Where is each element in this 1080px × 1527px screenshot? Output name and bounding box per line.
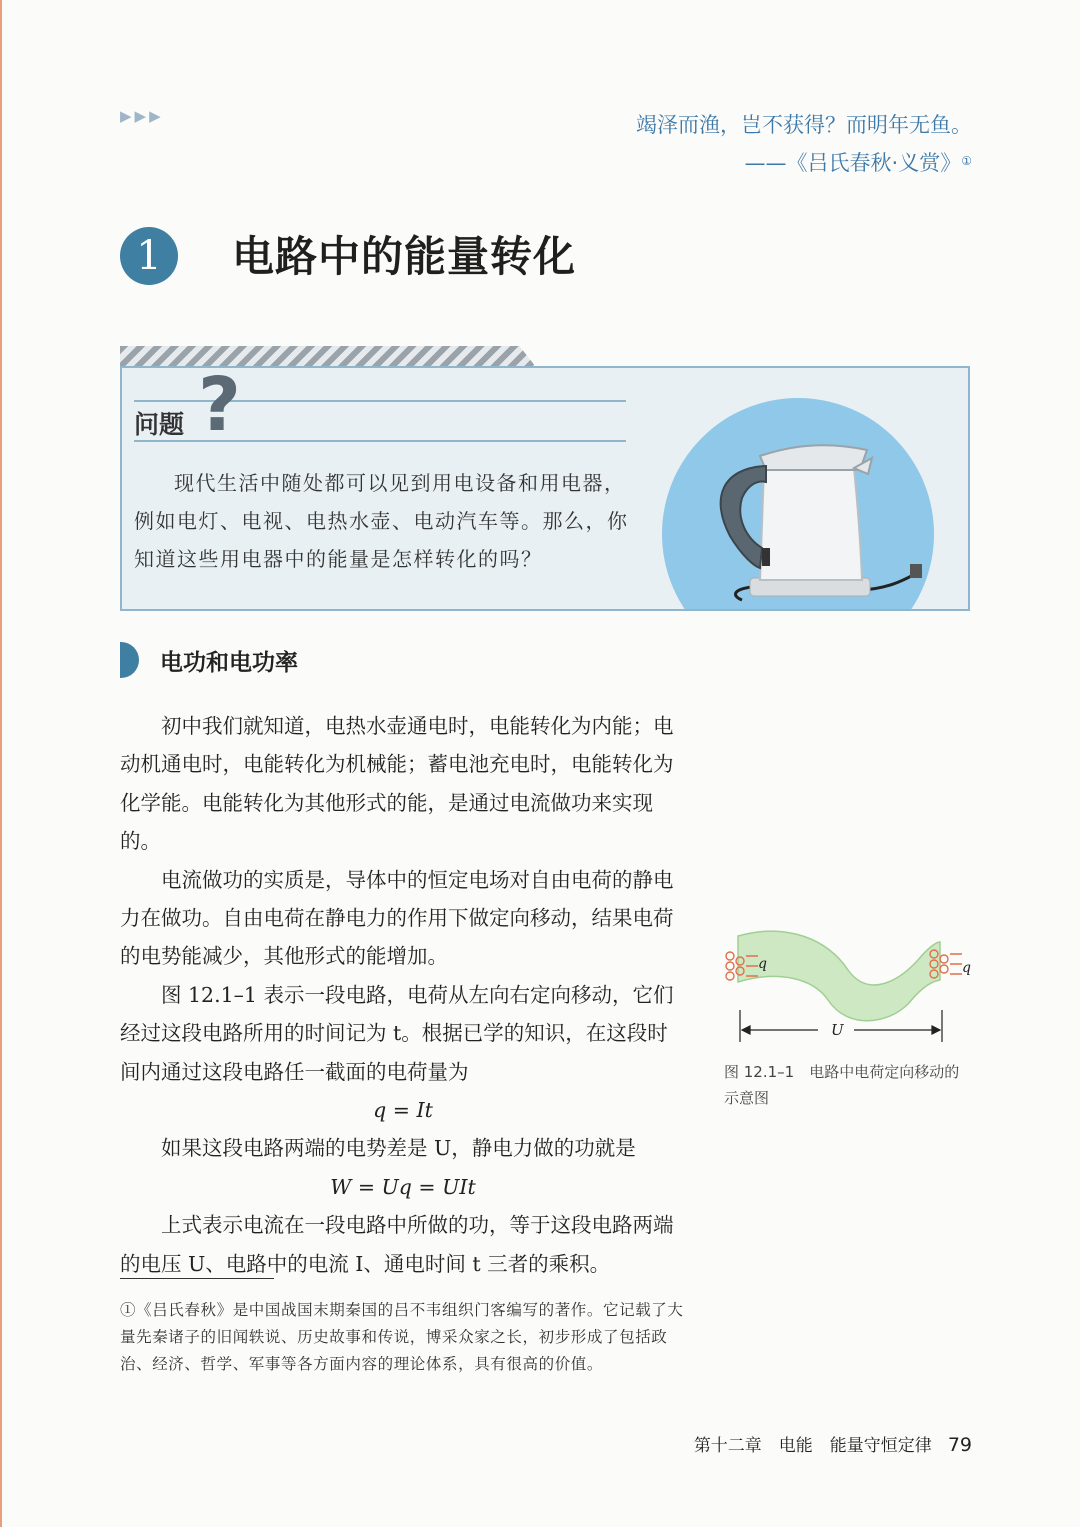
electric-kettle-icon: [702, 428, 970, 608]
paragraph-2: 电流做功的实质是，导体中的恒定电场对自由电荷的静电力在做功。自由电荷在静电力的作用下做定向移动，结果电荷的电势能减少，其他形式的能增加。: [120, 867, 674, 969]
decorative-stripe: [120, 346, 536, 367]
paragraph-3: 图 12.1–1 表示一段电路，电荷从左向右定向移动，它们经过这段电路所用的时间记为 t。根据已学的知识，在这段时间内通过这段电路任一截面的电荷量为: [120, 982, 674, 1084]
page-number: 79: [947, 1434, 972, 1456]
body-text: [120, 707, 686, 1283]
paragraph-1: 初中我们就知道，电热水壶通电时，电能转化为内能；电动机通电时，电能转化为机械能；蓄电池充电时，电能转化为化学能。电能转化为其他形式的能，是通过电流做功来实现的。: [120, 714, 674, 854]
page-footer: [694, 1431, 972, 1456]
decorative-arrows: ▶▶▶: [120, 107, 164, 125]
paragraph-5: 上式表示电流在一段电路中所做的功，等于这段电路两端的电压 U、电路中的电流 I、通电时间 t 三者的乘积。: [120, 1213, 674, 1276]
subsection-marker: [120, 642, 139, 678]
page-edge-line: [0, 0, 2, 1527]
voltage-label: U: [831, 1021, 844, 1039]
charge-label-left: q: [758, 956, 767, 972]
subsection-title: 电功和电功率: [160, 650, 298, 676]
formula-work: W = Uq = UIt: [330, 1174, 476, 1199]
epigraph: [636, 106, 972, 182]
footnote-ref: ①: [961, 154, 972, 168]
section-number-badge: 1: [120, 227, 178, 285]
conductor-band: [738, 931, 940, 1021]
figure-caption: 图 12.1–1 电路中电荷定向移动的 示意图: [724, 1063, 960, 1107]
footnote: ①《吕氏春秋》是中国战国末期秦国的吕不韦组织门客编写的著作。它记载了大量先秦诸子的旧闻轶说、历史故事和传说，博采众家之长，初步形成了包括政治、经济、哲学、军事等各方面内容的理论体系，具有很高的价值。: [120, 1301, 684, 1373]
charge-flow-figure: [718, 920, 980, 1060]
epigraph-source: ——《吕氏春秋·义赏》①: [744, 151, 972, 175]
footnote-rule: [120, 1278, 274, 1279]
epigraph-quote: 竭泽而渔，岂不获得？而明年无鱼。: [636, 113, 972, 137]
section-title: 电路中的能量转化: [232, 232, 577, 281]
charge-label-right: q: [962, 960, 971, 976]
question-label: 问题: [134, 410, 185, 439]
paragraph-4: 如果这段电路两端的电势差是 U，静电力做的功就是: [161, 1136, 636, 1161]
chapter-title: 第十二章 电能 能量守恒定律: [693, 1436, 932, 1456]
question-mark-icon: ?: [198, 366, 241, 448]
question-box: [120, 366, 970, 611]
question-text: 现代生活中随处都可以见到用电设备和用电器，例如电灯、电视、电热水壶、电动汽车等。那么，你知道这些用电器中的能量是怎样转化的吗？: [134, 471, 629, 571]
formula-charge: q = It: [373, 1098, 433, 1123]
